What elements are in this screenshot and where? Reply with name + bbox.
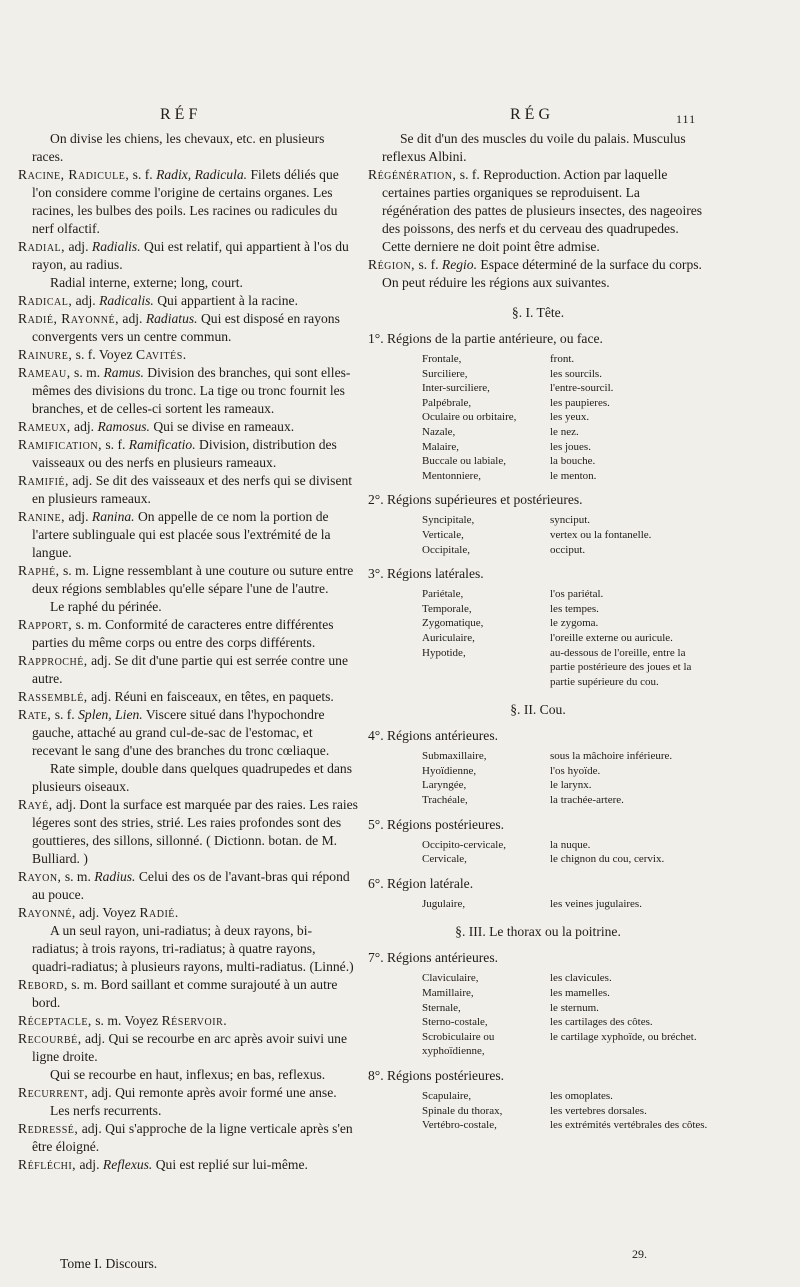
region-name: Sternale, bbox=[422, 1001, 461, 1014]
region-row bbox=[422, 587, 708, 602]
region-name: Buccale ou labiale, bbox=[422, 455, 506, 468]
region-row bbox=[422, 749, 672, 764]
latin-term: Splen, Lien. bbox=[78, 707, 143, 722]
region-group-heading: 7°. Régions antérieures. bbox=[368, 950, 499, 966]
region-location: l'os hyoïde. bbox=[550, 764, 601, 777]
region-row bbox=[422, 602, 708, 617]
running-head-right: RÉG bbox=[510, 106, 554, 123]
region-name: Syncipitale, bbox=[422, 514, 475, 527]
region-location: le sternum. bbox=[550, 1001, 599, 1014]
region-row bbox=[422, 454, 613, 469]
region-location: les mamelles. bbox=[550, 987, 610, 1000]
running-head-left: RÉF bbox=[160, 106, 202, 123]
dictionary-entry: Recurrent, adj. Qui remonte après avoir formé une anse. bbox=[18, 1085, 337, 1100]
dictionary-entry: Rapproché, adj. Se dit d'une partie qui est serrée contre une autre. bbox=[18, 653, 348, 686]
latin-term: Ramificatio. bbox=[128, 437, 196, 452]
region-name: Scrobiculaire ou xyphoïdienne, bbox=[422, 1030, 495, 1058]
entry-headword: Réceptacle, bbox=[18, 1013, 92, 1028]
region-row bbox=[422, 616, 708, 631]
region-name: Spinale du thorax, bbox=[422, 1104, 503, 1117]
entry-headword: Radié, Rayonné, bbox=[18, 311, 120, 326]
entry-headword: Radical, bbox=[18, 293, 73, 308]
entry-headword: Recurrent, bbox=[18, 1085, 89, 1100]
region-table bbox=[422, 1089, 707, 1133]
entry-headword: Réfléchi, bbox=[18, 1157, 77, 1172]
region-name: Trachéale, bbox=[422, 794, 468, 807]
dictionary-entry: Radié, Rayonné, adj. Radiatus. Qui est disposé en rayons convergents vers un centre commun. bbox=[18, 311, 340, 344]
region-location: au-dessous de l'oreille, entre la partie postérieure des joues et la partie supérieure du cou. bbox=[550, 646, 692, 688]
dictionary-entry: Région, s. f. Regio. Espace déterminé de la surface du corps. On peut réduire les régions aux suivantes. bbox=[368, 257, 702, 290]
region-location: le larynx. bbox=[550, 779, 592, 792]
latin-term: Reflexus. bbox=[102, 1157, 153, 1172]
dictionary-entry: Régénération, s. f. Reproduction. Action par laquelle certaines parties organiques se reproduisent. La régénération des pattes de plusieurs insectes, des nageoires des poissons, des nerfs et du cerveau des quadrupedes. Cette derniere ne doit point être admise. bbox=[368, 167, 703, 254]
latin-term: Radialis. bbox=[91, 239, 141, 254]
region-row bbox=[422, 543, 651, 558]
region-row bbox=[422, 971, 697, 986]
region-row bbox=[422, 897, 642, 912]
dictionary-entry: Redressé, adj. Qui s'approche de la ligne verticale après s'en être éloigné. bbox=[18, 1121, 353, 1154]
region-name: Cervicale, bbox=[422, 853, 467, 866]
entry-headword: Ramifié, bbox=[18, 473, 69, 488]
latin-term: Radius. bbox=[94, 869, 136, 884]
region-row bbox=[422, 352, 613, 367]
dictionary-entry: Ranine, adj. Ranina. On appelle de ce nom la portion de l'artere sublinguale qui est placée sous l'extrémité de la langue. bbox=[18, 509, 331, 560]
region-location: synciput. bbox=[550, 514, 591, 527]
page-number: 111 bbox=[676, 112, 697, 126]
entry-continuation: Les nerfs recurrents. bbox=[50, 1103, 162, 1118]
region-location: les tempes. bbox=[550, 602, 599, 615]
region-row bbox=[422, 469, 613, 484]
region-name: Palpébrale, bbox=[422, 396, 472, 409]
entry-continuation: Rate simple, double dans quelques quadrupedes et dans plusieurs oiseaux. bbox=[32, 761, 353, 794]
left-column bbox=[18, 130, 358, 1174]
region-group-heading: 3°. Régions latérales. bbox=[368, 566, 484, 582]
region-location: le nez. bbox=[550, 425, 579, 438]
entry-headword: Rayé, bbox=[18, 797, 53, 812]
entry-continuation: Le raphé du périnée. bbox=[50, 599, 162, 614]
region-location: les sourcils. bbox=[550, 367, 602, 380]
region-table bbox=[422, 513, 651, 557]
region-name: Auriculaire, bbox=[422, 631, 475, 644]
region-row bbox=[422, 410, 613, 425]
signature-mark: 29. bbox=[632, 1247, 647, 1261]
section-title: §. I. Tête. bbox=[511, 305, 565, 320]
dictionary-entry: Rayé, adj. Dont la surface est marquée par des raies. Les raies légeres sont des stries, strié. Les raies profondes sont des gouttieres, des sillons, sillonné. ( Dictionn. botan. de M. Bulliard. ) bbox=[18, 797, 358, 866]
region-name: Sterno-costale, bbox=[422, 1016, 488, 1029]
region-location: les extrémités vertébrales des côtes. bbox=[550, 1119, 708, 1132]
dictionary-entry: Rassemblé, adj. Réuni en faisceaux, en têtes, en paquets. bbox=[18, 689, 334, 704]
region-name: Verticale, bbox=[422, 528, 464, 541]
entry-headword: Ramification, bbox=[18, 437, 102, 452]
region-group-heading: 2°. Régions supérieures et postérieures. bbox=[368, 492, 583, 508]
entry-headword: Radial, bbox=[18, 239, 66, 254]
region-location: le zygoma. bbox=[550, 617, 599, 630]
right-intro bbox=[368, 130, 708, 292]
entry-headword: Racine, Radicule, bbox=[18, 167, 130, 182]
dictionary-entry: Rate, s. f. Splen, Lien. Viscere situé dans l'hypochondre gauche, attaché au grand cul-de-sac de l'estomac, et recevant le sang d'une des branches du tronc cœliaque. bbox=[18, 707, 330, 758]
entry-continuation: Radial interne, externe; long, court. bbox=[50, 275, 243, 290]
dictionary-entry: Raphé, s. m. Ligne ressemblant à une couture ou suture entre deux régions semblables qu'elle sépare l'une de l'autre. bbox=[18, 563, 354, 596]
entry-headword: Rapproché, bbox=[18, 653, 88, 668]
latin-term: Regio. bbox=[441, 257, 477, 272]
latin-term: Radicalis. bbox=[99, 293, 154, 308]
region-row bbox=[422, 1104, 707, 1119]
region-location: les joues. bbox=[550, 440, 591, 453]
entry-headword: Rate, bbox=[18, 707, 52, 722]
region-row bbox=[422, 425, 613, 440]
dictionary-entry: Ramification, s. f. Ramificatio. Division, distribution des vaisseaux ou des nerfs en plusieurs rameaux. bbox=[18, 437, 337, 470]
region-table bbox=[422, 897, 642, 912]
region-row bbox=[422, 1089, 707, 1104]
dictionary-entry: Recourbé, adj. Qui se recourbe en arc après avoir suivi une ligne droite. bbox=[18, 1031, 348, 1064]
cross-reference: Radié. bbox=[139, 905, 179, 920]
entry-headword: Rebord, bbox=[18, 977, 68, 992]
entry-headword: Région, bbox=[368, 257, 416, 272]
region-location: l'oreille externe ou auricule. bbox=[550, 631, 673, 644]
region-row bbox=[422, 778, 672, 793]
region-location: front. bbox=[550, 353, 575, 365]
entry-continuation: Se dit d'un des muscles du voile du palais. Musculus reflexus Albini. bbox=[382, 131, 686, 164]
region-name: Occipito-cervicale, bbox=[422, 838, 506, 851]
section-title: §. III. Le thorax ou la poitrine. bbox=[455, 924, 621, 940]
region-row bbox=[422, 367, 613, 382]
region-name: Mamillaire, bbox=[422, 987, 474, 1000]
region-name: Occipitale, bbox=[422, 543, 470, 556]
region-location: sous la mâchoire inférieure. bbox=[550, 750, 673, 763]
region-location: l'os pariétal. bbox=[550, 588, 604, 601]
region-location: les vertebres dorsales. bbox=[550, 1104, 647, 1117]
entry-headword: Rassemblé, bbox=[18, 689, 88, 704]
cross-reference: Réservoir. bbox=[161, 1013, 228, 1028]
region-row bbox=[422, 838, 664, 853]
region-name: Nazale, bbox=[422, 425, 456, 438]
entry-headword: Régénération, bbox=[368, 167, 457, 182]
region-name: Submaxillaire, bbox=[422, 750, 487, 763]
region-row bbox=[422, 631, 708, 646]
region-name: Oculaire ou orbitaire, bbox=[422, 411, 517, 424]
region-name: Pariétale, bbox=[422, 588, 464, 601]
region-location: les cartilages des côtes. bbox=[550, 1016, 653, 1029]
dictionary-entry: Radial, adj. Radialis. Qui est relatif, qui appartient à l'os du rayon, au radius. bbox=[18, 239, 349, 272]
region-row bbox=[422, 396, 613, 411]
entry-headword: Rameux, bbox=[18, 419, 71, 434]
dictionary-entry: Rapport, s. m. Conformité de caracteres entre différentes parties du même corps ou entre des corps différents. bbox=[18, 617, 334, 650]
region-name: Malaire, bbox=[422, 440, 459, 453]
region-row bbox=[422, 1118, 707, 1133]
region-group-heading: 6°. Région latérale. bbox=[368, 875, 474, 891]
region-name: Laryngée, bbox=[422, 779, 467, 792]
region-location: la bouche. bbox=[550, 455, 596, 468]
entry-headword: Raphé, bbox=[18, 563, 60, 578]
volume-footer: Tome I. Discours. bbox=[60, 1256, 158, 1271]
dictionary-entry: Rayon, s. m. Radius. Celui des os de l'avant-bras qui répond au pouce. bbox=[18, 869, 350, 902]
entry-continuation: On divise les chiens, les chevaux, etc. en plusieurs races. bbox=[32, 131, 325, 164]
region-row bbox=[422, 646, 708, 690]
dictionary-entry: Ramifié, adj. Se dit des vaisseaux et des nerfs qui se divisent en plusieurs rameaux. bbox=[18, 473, 353, 506]
region-name: Jugulaire, bbox=[422, 897, 466, 910]
right-column bbox=[368, 130, 708, 1133]
region-table bbox=[422, 352, 613, 483]
region-location: la nuque. bbox=[550, 838, 591, 851]
region-location: la trachée-artere. bbox=[550, 794, 624, 807]
region-name: Vertébro-costale, bbox=[422, 1119, 497, 1132]
region-name: Surciliere, bbox=[422, 367, 468, 380]
entry-headword: Rameau, bbox=[18, 365, 71, 380]
region-table bbox=[422, 587, 708, 689]
region-location: le chignon du cou, cervix. bbox=[550, 853, 665, 866]
region-row bbox=[422, 381, 613, 396]
entry-headword: Redressé, bbox=[18, 1121, 79, 1136]
dictionary-entry: Racine, Radicule, s. f. Radix, Radicula. Filets déliés que l'on considere comme l'origine de certains organes. Les racines, les bulbes des poils. Les racines ou radicules du nerf olfactif. bbox=[18, 167, 339, 236]
region-row bbox=[422, 513, 651, 528]
region-group-heading: 8°. Régions postérieures. bbox=[368, 1068, 505, 1083]
region-group-heading: 4°. Régions antérieures. bbox=[368, 728, 499, 744]
region-location: les veines jugulaires. bbox=[550, 897, 642, 910]
dictionary-entry: Radical, adj. Radicalis. Qui appartient à la racine. bbox=[18, 293, 298, 308]
region-row bbox=[422, 986, 697, 1001]
entry-headword: Rainure, bbox=[18, 347, 73, 362]
region-location: occiput. bbox=[550, 543, 586, 556]
region-table bbox=[422, 838, 664, 867]
region-location: le menton. bbox=[550, 469, 597, 482]
region-name: Temporale, bbox=[422, 602, 472, 615]
region-location: les yeux. bbox=[550, 411, 590, 424]
dictionary-entry: Réceptacle, s. m. Voyez Réservoir. bbox=[18, 1013, 228, 1028]
region-location: vertex ou la fontanelle. bbox=[550, 528, 652, 541]
region-location: les paupieres. bbox=[550, 396, 610, 409]
region-name: Zygomatique, bbox=[422, 617, 484, 630]
dictionary-entry: Rameux, adj. Ramosus. Qui se divise en rameaux. bbox=[18, 419, 295, 434]
latin-term: Ranina. bbox=[91, 509, 135, 524]
region-row bbox=[422, 1030, 697, 1059]
entry-headword: Rayon, bbox=[18, 869, 62, 884]
entry-headword: Rapport, bbox=[18, 617, 73, 632]
latin-term: Ramus. bbox=[103, 365, 144, 380]
region-location: l'entre-sourcil. bbox=[550, 382, 614, 395]
region-row bbox=[422, 1001, 697, 1016]
entry-headword: Rayonné, bbox=[18, 905, 76, 920]
entry-continuation: A un seul rayon, uni-radiatus; à deux rayons, bi-radiatus; à trois rayons, tri-radiatus; à quatre rayons, quadri-radiatus; à plusieurs rayons, multi-radiatus. (Linné.) bbox=[32, 923, 354, 974]
latin-term: Radix, Radicula. bbox=[156, 167, 248, 182]
section-title: §. II. Cou. bbox=[510, 702, 566, 718]
region-group-heading: 5°. Régions postérieures. bbox=[368, 816, 505, 832]
region-location: le cartilage xyphoïde, ou bréchet. bbox=[550, 1030, 697, 1043]
dictionary-entry: Rayonné, adj. Voyez Radié. bbox=[18, 905, 179, 920]
region-table bbox=[422, 971, 697, 1059]
region-name: Inter-surciliere, bbox=[422, 382, 490, 395]
dictionary-entry: Rainure, s. f. Voyez Cavités. bbox=[18, 347, 187, 362]
region-row bbox=[422, 852, 664, 867]
region-name: Hyoïdienne, bbox=[422, 764, 477, 777]
region-row bbox=[422, 528, 651, 543]
entry-continuation: Qui se recourbe en haut, inflexus; en bas, reflexus. bbox=[50, 1067, 326, 1082]
region-location: les omoplates. bbox=[550, 1090, 613, 1102]
entry-headword: Recourbé, bbox=[18, 1031, 82, 1046]
dictionary-entry: Réfléchi, adj. Reflexus. Qui est replié sur lui-même. bbox=[18, 1157, 308, 1172]
dictionary-entry: Rameau, s. m. Ramus. Division des branches, qui sont elles-mêmes des divisions du tronc. La tige ou tronc fournit les branches, et de celles-ci sortent les rameaux. bbox=[18, 365, 351, 416]
latin-term: Radiatus. bbox=[145, 311, 198, 326]
entry-headword: Ranine, bbox=[18, 509, 66, 524]
region-location: les clavicules. bbox=[550, 972, 612, 985]
region-name: Mentonniere, bbox=[422, 469, 481, 482]
region-table bbox=[422, 749, 672, 807]
region-name: Frontale, bbox=[422, 353, 462, 365]
cross-reference: Cavités. bbox=[135, 347, 187, 362]
region-row bbox=[422, 1015, 697, 1030]
region-name: Claviculaire, bbox=[422, 972, 479, 985]
region-group-heading: 1°. Régions de la partie antérieure, ou face. bbox=[368, 331, 603, 346]
region-row bbox=[422, 440, 613, 455]
region-sections bbox=[368, 304, 708, 1133]
region-name: Scapulaire, bbox=[422, 1090, 472, 1102]
dictionary-entry: Rebord, s. m. Bord saillant et comme surajouté à un autre bord. bbox=[18, 977, 338, 1010]
region-row bbox=[422, 764, 672, 779]
region-name: Hypotide, bbox=[422, 646, 466, 659]
latin-term: Ramosus. bbox=[97, 419, 150, 434]
region-row bbox=[422, 793, 672, 808]
